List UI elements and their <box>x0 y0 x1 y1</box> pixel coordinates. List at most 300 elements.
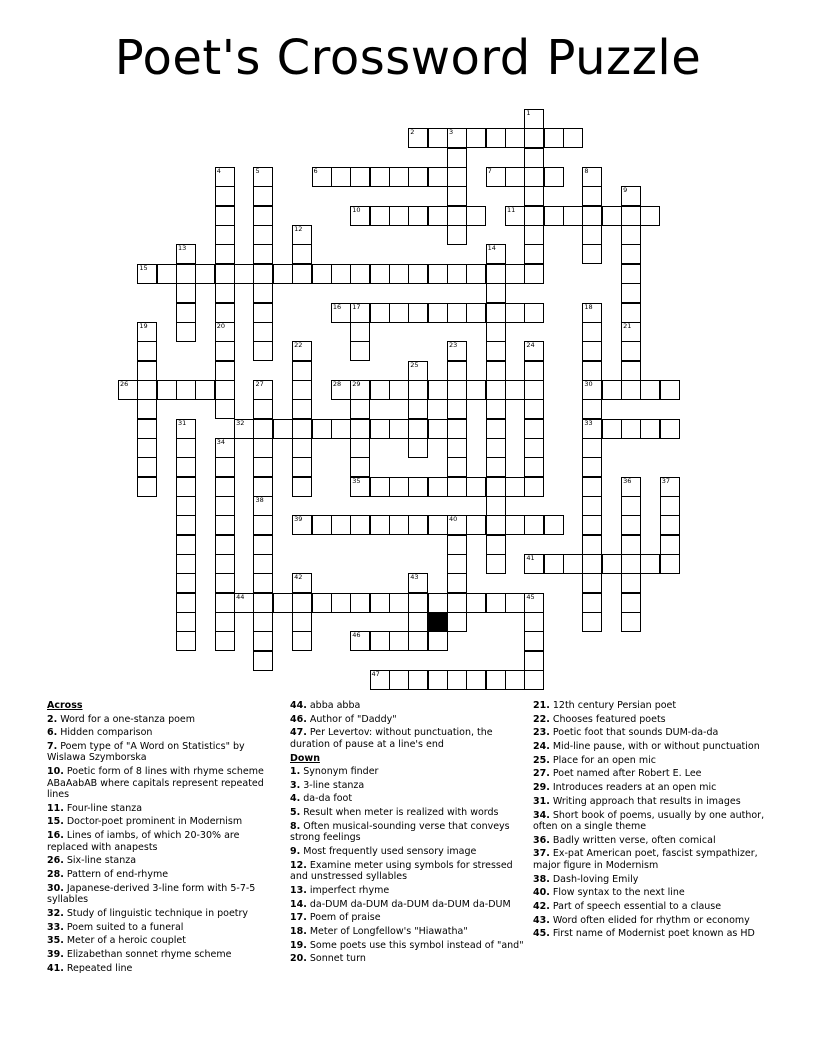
grid-cell[interactable] <box>137 264 157 284</box>
grid-cell[interactable] <box>370 593 390 613</box>
grid-cell[interactable] <box>582 438 602 458</box>
grid-cell[interactable] <box>195 264 215 284</box>
grid-cell[interactable] <box>176 457 196 477</box>
grid-cell[interactable] <box>447 438 467 458</box>
grid-cell[interactable] <box>408 206 428 226</box>
grid-cell[interactable] <box>350 477 370 497</box>
grid-cell[interactable] <box>486 438 506 458</box>
grid-cell[interactable] <box>215 515 235 535</box>
grid-cell[interactable] <box>582 515 602 535</box>
grid-cell[interactable] <box>621 515 641 535</box>
grid-cell[interactable] <box>486 341 506 361</box>
grid-cell[interactable] <box>157 264 177 284</box>
grid-cell[interactable] <box>408 438 428 458</box>
grid-cell[interactable] <box>486 283 506 303</box>
grid-cell[interactable] <box>524 167 544 187</box>
grid-cell[interactable] <box>350 419 370 439</box>
grid-cell[interactable] <box>486 244 506 264</box>
grid-cell[interactable] <box>350 515 370 535</box>
grid-cell[interactable] <box>486 380 506 400</box>
grid-cell[interactable] <box>466 206 486 226</box>
grid-cell[interactable] <box>524 264 544 284</box>
grid-cell[interactable] <box>253 419 273 439</box>
grid-cell[interactable] <box>176 515 196 535</box>
grid-cell[interactable] <box>447 670 467 690</box>
grid-cell[interactable] <box>292 399 312 419</box>
grid-cell[interactable] <box>370 477 390 497</box>
grid-cell[interactable] <box>331 380 351 400</box>
grid-cell[interactable] <box>660 419 680 439</box>
grid-cell[interactable] <box>505 670 525 690</box>
grid-cell[interactable] <box>292 573 312 593</box>
grid-cell[interactable] <box>466 264 486 284</box>
grid-cell[interactable] <box>524 631 544 651</box>
grid-cell[interactable] <box>621 303 641 323</box>
grid-cell[interactable] <box>447 477 467 497</box>
grid-cell[interactable] <box>331 515 351 535</box>
grid-cell[interactable] <box>408 361 428 381</box>
grid-cell[interactable] <box>370 419 390 439</box>
grid-cell[interactable] <box>292 244 312 264</box>
grid-cell[interactable] <box>582 457 602 477</box>
grid-cell[interactable] <box>137 341 157 361</box>
grid-cell[interactable] <box>447 264 467 284</box>
grid-cell[interactable] <box>370 303 390 323</box>
grid-cell[interactable] <box>234 419 254 439</box>
grid-cell[interactable] <box>447 573 467 593</box>
grid-cell[interactable] <box>312 419 332 439</box>
grid-cell[interactable] <box>253 225 273 245</box>
grid-cell[interactable] <box>292 264 312 284</box>
grid-cell[interactable] <box>176 593 196 613</box>
grid-cell[interactable] <box>621 225 641 245</box>
grid-cell[interactable] <box>389 380 409 400</box>
grid-cell[interactable] <box>486 515 506 535</box>
grid-cell[interactable] <box>292 419 312 439</box>
grid-cell[interactable] <box>215 283 235 303</box>
grid-cell[interactable] <box>621 380 641 400</box>
grid-cell[interactable] <box>408 593 428 613</box>
grid-cell[interactable] <box>582 496 602 516</box>
grid-cell[interactable] <box>544 206 564 226</box>
grid-cell[interactable] <box>350 167 370 187</box>
grid-cell[interactable] <box>621 361 641 381</box>
grid-cell[interactable] <box>253 167 273 187</box>
grid-cell[interactable] <box>389 631 409 651</box>
grid-cell[interactable] <box>486 457 506 477</box>
grid-cell[interactable] <box>524 186 544 206</box>
grid-cell[interactable] <box>176 264 196 284</box>
grid-cell[interactable] <box>253 496 273 516</box>
grid-cell[interactable] <box>312 264 332 284</box>
grid-cell[interactable] <box>466 303 486 323</box>
grid-cell[interactable] <box>176 573 196 593</box>
grid-cell[interactable] <box>447 515 467 535</box>
grid-cell[interactable] <box>524 670 544 690</box>
grid-cell[interactable] <box>389 593 409 613</box>
grid-cell[interactable] <box>215 631 235 651</box>
grid-cell[interactable] <box>331 593 351 613</box>
grid-cell[interactable] <box>176 322 196 342</box>
grid-cell[interactable] <box>292 457 312 477</box>
grid-cell[interactable] <box>524 303 544 323</box>
grid-cell[interactable] <box>621 341 641 361</box>
grid-cell[interactable] <box>505 477 525 497</box>
grid-cell[interactable] <box>524 206 544 226</box>
grid-cell[interactable] <box>428 631 448 651</box>
grid-cell[interactable] <box>660 380 680 400</box>
grid-cell[interactable] <box>524 128 544 148</box>
grid-cell[interactable] <box>621 535 641 555</box>
grid-cell[interactable] <box>582 303 602 323</box>
grid-cell[interactable] <box>582 206 602 226</box>
grid-cell[interactable] <box>234 264 254 284</box>
grid-cell[interactable] <box>563 128 583 148</box>
grid-cell[interactable] <box>524 109 544 129</box>
grid-cell[interactable] <box>505 303 525 323</box>
grid-cell[interactable] <box>253 380 273 400</box>
grid-cell[interactable] <box>486 419 506 439</box>
grid-cell[interactable] <box>660 477 680 497</box>
grid-cell[interactable] <box>466 380 486 400</box>
grid-cell[interactable] <box>408 128 428 148</box>
grid-cell[interactable] <box>253 515 273 535</box>
grid-cell[interactable] <box>408 573 428 593</box>
grid-cell[interactable] <box>350 399 370 419</box>
grid-cell[interactable] <box>350 264 370 284</box>
grid-cell[interactable] <box>176 535 196 555</box>
grid-cell[interactable] <box>447 457 467 477</box>
grid-cell[interactable] <box>215 244 235 264</box>
grid-cell[interactable] <box>389 515 409 535</box>
grid-cell[interactable] <box>486 303 506 323</box>
grid-cell[interactable] <box>447 128 467 148</box>
grid-cell[interactable] <box>137 322 157 342</box>
grid-cell[interactable] <box>253 612 273 632</box>
grid-cell[interactable] <box>621 419 641 439</box>
grid-cell[interactable] <box>292 515 312 535</box>
grid-cell[interactable] <box>292 438 312 458</box>
grid-cell[interactable] <box>660 554 680 574</box>
grid-cell[interactable] <box>350 341 370 361</box>
grid-cell[interactable] <box>215 554 235 574</box>
grid-cell[interactable] <box>253 631 273 651</box>
grid-cell[interactable] <box>350 631 370 651</box>
grid-cell[interactable] <box>447 554 467 574</box>
grid-cell[interactable] <box>447 419 467 439</box>
grid-cell[interactable] <box>563 206 583 226</box>
grid-cell[interactable] <box>389 670 409 690</box>
grid-cell[interactable] <box>563 554 583 574</box>
grid-cell[interactable] <box>137 399 157 419</box>
grid-cell[interactable] <box>466 593 486 613</box>
grid-cell[interactable] <box>273 264 293 284</box>
grid-cell[interactable] <box>486 361 506 381</box>
grid-cell[interactable] <box>137 477 157 497</box>
grid-cell[interactable] <box>408 399 428 419</box>
grid-cell[interactable] <box>428 303 448 323</box>
grid-cell[interactable] <box>466 128 486 148</box>
grid-cell[interactable] <box>253 322 273 342</box>
grid-cell[interactable] <box>505 128 525 148</box>
grid-cell[interactable] <box>370 515 390 535</box>
grid-cell[interactable] <box>428 167 448 187</box>
grid-cell[interactable] <box>621 244 641 264</box>
grid-cell[interactable] <box>176 283 196 303</box>
grid-cell[interactable] <box>234 593 254 613</box>
grid-cell[interactable] <box>215 457 235 477</box>
grid-cell[interactable] <box>660 496 680 516</box>
grid-cell[interactable] <box>447 148 467 168</box>
grid-cell[interactable] <box>582 167 602 187</box>
grid-cell[interactable] <box>408 631 428 651</box>
grid-cell[interactable] <box>253 399 273 419</box>
grid-cell[interactable] <box>447 593 467 613</box>
grid-cell[interactable] <box>137 380 157 400</box>
grid-cell[interactable] <box>447 399 467 419</box>
grid-cell[interactable] <box>253 303 273 323</box>
grid-cell[interactable] <box>621 593 641 613</box>
grid-cell[interactable] <box>524 477 544 497</box>
grid-cell[interactable] <box>428 128 448 148</box>
grid-cell[interactable] <box>621 554 641 574</box>
grid-cell[interactable] <box>524 148 544 168</box>
grid-cell[interactable] <box>389 206 409 226</box>
grid-cell[interactable] <box>176 612 196 632</box>
grid-cell[interactable] <box>292 380 312 400</box>
grid-cell[interactable] <box>447 535 467 555</box>
grid-cell[interactable] <box>215 225 235 245</box>
grid-cell[interactable] <box>640 554 660 574</box>
grid-cell[interactable] <box>621 283 641 303</box>
grid-cell[interactable] <box>486 554 506 574</box>
grid-cell[interactable] <box>215 535 235 555</box>
grid-cell[interactable] <box>428 380 448 400</box>
grid-cell[interactable] <box>582 477 602 497</box>
grid-cell[interactable] <box>176 244 196 264</box>
grid-cell[interactable] <box>505 167 525 187</box>
grid-cell[interactable] <box>157 380 177 400</box>
grid-cell[interactable] <box>370 670 390 690</box>
grid-cell[interactable] <box>292 631 312 651</box>
grid-cell[interactable] <box>621 206 641 226</box>
grid-cell[interactable] <box>621 573 641 593</box>
grid-cell[interactable] <box>486 128 506 148</box>
grid-cell[interactable] <box>312 515 332 535</box>
grid-cell[interactable] <box>486 535 506 555</box>
grid-cell[interactable] <box>253 554 273 574</box>
grid-cell[interactable] <box>524 244 544 264</box>
grid-cell[interactable] <box>408 167 428 187</box>
grid-cell[interactable] <box>389 477 409 497</box>
grid-cell[interactable] <box>253 651 273 671</box>
grid-cell[interactable] <box>350 438 370 458</box>
grid-cell[interactable] <box>524 651 544 671</box>
grid-cell[interactable] <box>253 206 273 226</box>
grid-cell[interactable] <box>312 167 332 187</box>
grid-cell[interactable] <box>253 341 273 361</box>
grid-cell[interactable] <box>253 264 273 284</box>
grid-cell[interactable] <box>389 264 409 284</box>
grid-cell[interactable] <box>292 477 312 497</box>
grid-cell[interactable] <box>524 361 544 381</box>
grid-cell[interactable] <box>292 225 312 245</box>
grid-cell[interactable] <box>408 515 428 535</box>
grid-cell[interactable] <box>524 341 544 361</box>
grid-cell[interactable] <box>312 593 332 613</box>
grid-cell[interactable] <box>582 186 602 206</box>
grid-cell[interactable] <box>582 399 602 419</box>
grid-cell[interactable] <box>215 361 235 381</box>
grid-cell[interactable] <box>582 322 602 342</box>
grid-cell[interactable] <box>215 573 235 593</box>
grid-cell[interactable] <box>350 303 370 323</box>
grid-cell[interactable] <box>137 419 157 439</box>
grid-cell[interactable] <box>621 477 641 497</box>
grid-cell[interactable] <box>621 612 641 632</box>
grid-cell[interactable] <box>408 419 428 439</box>
grid-cell[interactable] <box>215 303 235 323</box>
grid-cell[interactable] <box>582 419 602 439</box>
grid-cell[interactable] <box>292 612 312 632</box>
grid-cell[interactable] <box>621 264 641 284</box>
grid-cell[interactable] <box>215 477 235 497</box>
grid-cell[interactable] <box>524 399 544 419</box>
grid-cell[interactable] <box>486 496 506 516</box>
grid-cell[interactable] <box>428 264 448 284</box>
grid-cell[interactable] <box>582 593 602 613</box>
grid-cell[interactable] <box>582 380 602 400</box>
grid-cell[interactable] <box>486 399 506 419</box>
grid-cell[interactable] <box>524 380 544 400</box>
grid-cell[interactable] <box>215 438 235 458</box>
grid-cell[interactable] <box>389 419 409 439</box>
grid-cell[interactable] <box>447 206 467 226</box>
grid-cell[interactable] <box>640 206 660 226</box>
grid-cell[interactable] <box>389 167 409 187</box>
grid-cell[interactable] <box>524 612 544 632</box>
grid-cell[interactable] <box>524 554 544 574</box>
grid-cell[interactable] <box>447 361 467 381</box>
grid-cell[interactable] <box>176 380 196 400</box>
grid-cell[interactable] <box>428 206 448 226</box>
grid-cell[interactable] <box>408 380 428 400</box>
grid-cell[interactable] <box>447 380 467 400</box>
grid-cell[interactable] <box>370 167 390 187</box>
grid-cell[interactable] <box>486 593 506 613</box>
grid-cell[interactable] <box>447 303 467 323</box>
grid-cell[interactable] <box>176 554 196 574</box>
grid-cell[interactable] <box>602 419 622 439</box>
grid-cell[interactable] <box>408 303 428 323</box>
grid-cell[interactable] <box>524 419 544 439</box>
grid-cell[interactable] <box>428 670 448 690</box>
grid-cell[interactable] <box>602 206 622 226</box>
grid-cell[interactable] <box>273 419 293 439</box>
grid-cell[interactable] <box>466 515 486 535</box>
grid-cell[interactable] <box>447 167 467 187</box>
grid-cell[interactable] <box>215 322 235 342</box>
grid-cell[interactable] <box>292 361 312 381</box>
grid-cell[interactable] <box>408 612 428 632</box>
grid-cell[interactable] <box>428 477 448 497</box>
grid-cell[interactable] <box>582 225 602 245</box>
grid-cell[interactable] <box>350 322 370 342</box>
grid-cell[interactable] <box>389 303 409 323</box>
grid-cell[interactable] <box>215 341 235 361</box>
grid-cell[interactable] <box>524 438 544 458</box>
grid-cell[interactable] <box>215 186 235 206</box>
grid-cell[interactable] <box>215 612 235 632</box>
grid-cell[interactable] <box>253 593 273 613</box>
grid-cell[interactable] <box>447 186 467 206</box>
grid-cell[interactable] <box>350 457 370 477</box>
grid-cell[interactable] <box>331 419 351 439</box>
grid-cell[interactable] <box>660 515 680 535</box>
grid-cell[interactable] <box>176 477 196 497</box>
grid-cell[interactable] <box>215 380 235 400</box>
grid-cell[interactable] <box>176 438 196 458</box>
grid-cell[interactable] <box>428 419 448 439</box>
grid-cell[interactable] <box>621 496 641 516</box>
grid-cell[interactable] <box>544 167 564 187</box>
grid-cell[interactable] <box>215 399 235 419</box>
grid-cell[interactable] <box>273 593 293 613</box>
grid-cell[interactable] <box>466 670 486 690</box>
grid-cell[interactable] <box>582 535 602 555</box>
grid-cell[interactable] <box>486 167 506 187</box>
grid-cell[interactable] <box>544 128 564 148</box>
grid-cell[interactable] <box>505 264 525 284</box>
grid-cell[interactable] <box>370 206 390 226</box>
grid-cell[interactable] <box>408 670 428 690</box>
grid-cell[interactable] <box>447 341 467 361</box>
grid-cell[interactable] <box>640 419 660 439</box>
grid-cell[interactable] <box>582 341 602 361</box>
grid-cell[interactable] <box>582 361 602 381</box>
grid-cell[interactable] <box>582 244 602 264</box>
grid-cell[interactable] <box>505 206 525 226</box>
grid-cell[interactable] <box>137 361 157 381</box>
grid-cell[interactable] <box>176 303 196 323</box>
grid-cell[interactable] <box>408 264 428 284</box>
grid-cell[interactable] <box>621 186 641 206</box>
grid-cell[interactable] <box>195 380 215 400</box>
grid-cell[interactable] <box>582 612 602 632</box>
grid-cell[interactable] <box>215 206 235 226</box>
grid-cell[interactable] <box>544 515 564 535</box>
grid-cell[interactable] <box>505 593 525 613</box>
grid-cell[interactable] <box>215 167 235 187</box>
grid-cell[interactable] <box>640 380 660 400</box>
grid-cell[interactable] <box>602 554 622 574</box>
grid-cell[interactable] <box>582 554 602 574</box>
grid-cell[interactable] <box>331 167 351 187</box>
grid-cell[interactable] <box>253 438 273 458</box>
grid-cell[interactable] <box>253 535 273 555</box>
grid-cell[interactable] <box>466 477 486 497</box>
grid-cell[interactable] <box>253 244 273 264</box>
grid-cell[interactable] <box>137 438 157 458</box>
grid-cell[interactable] <box>118 380 138 400</box>
grid-cell[interactable] <box>215 496 235 516</box>
grid-cell[interactable] <box>292 593 312 613</box>
grid-cell[interactable] <box>428 515 448 535</box>
grid-cell[interactable] <box>524 515 544 535</box>
grid-cell[interactable] <box>292 341 312 361</box>
grid-cell[interactable] <box>544 554 564 574</box>
grid-cell[interactable] <box>176 631 196 651</box>
